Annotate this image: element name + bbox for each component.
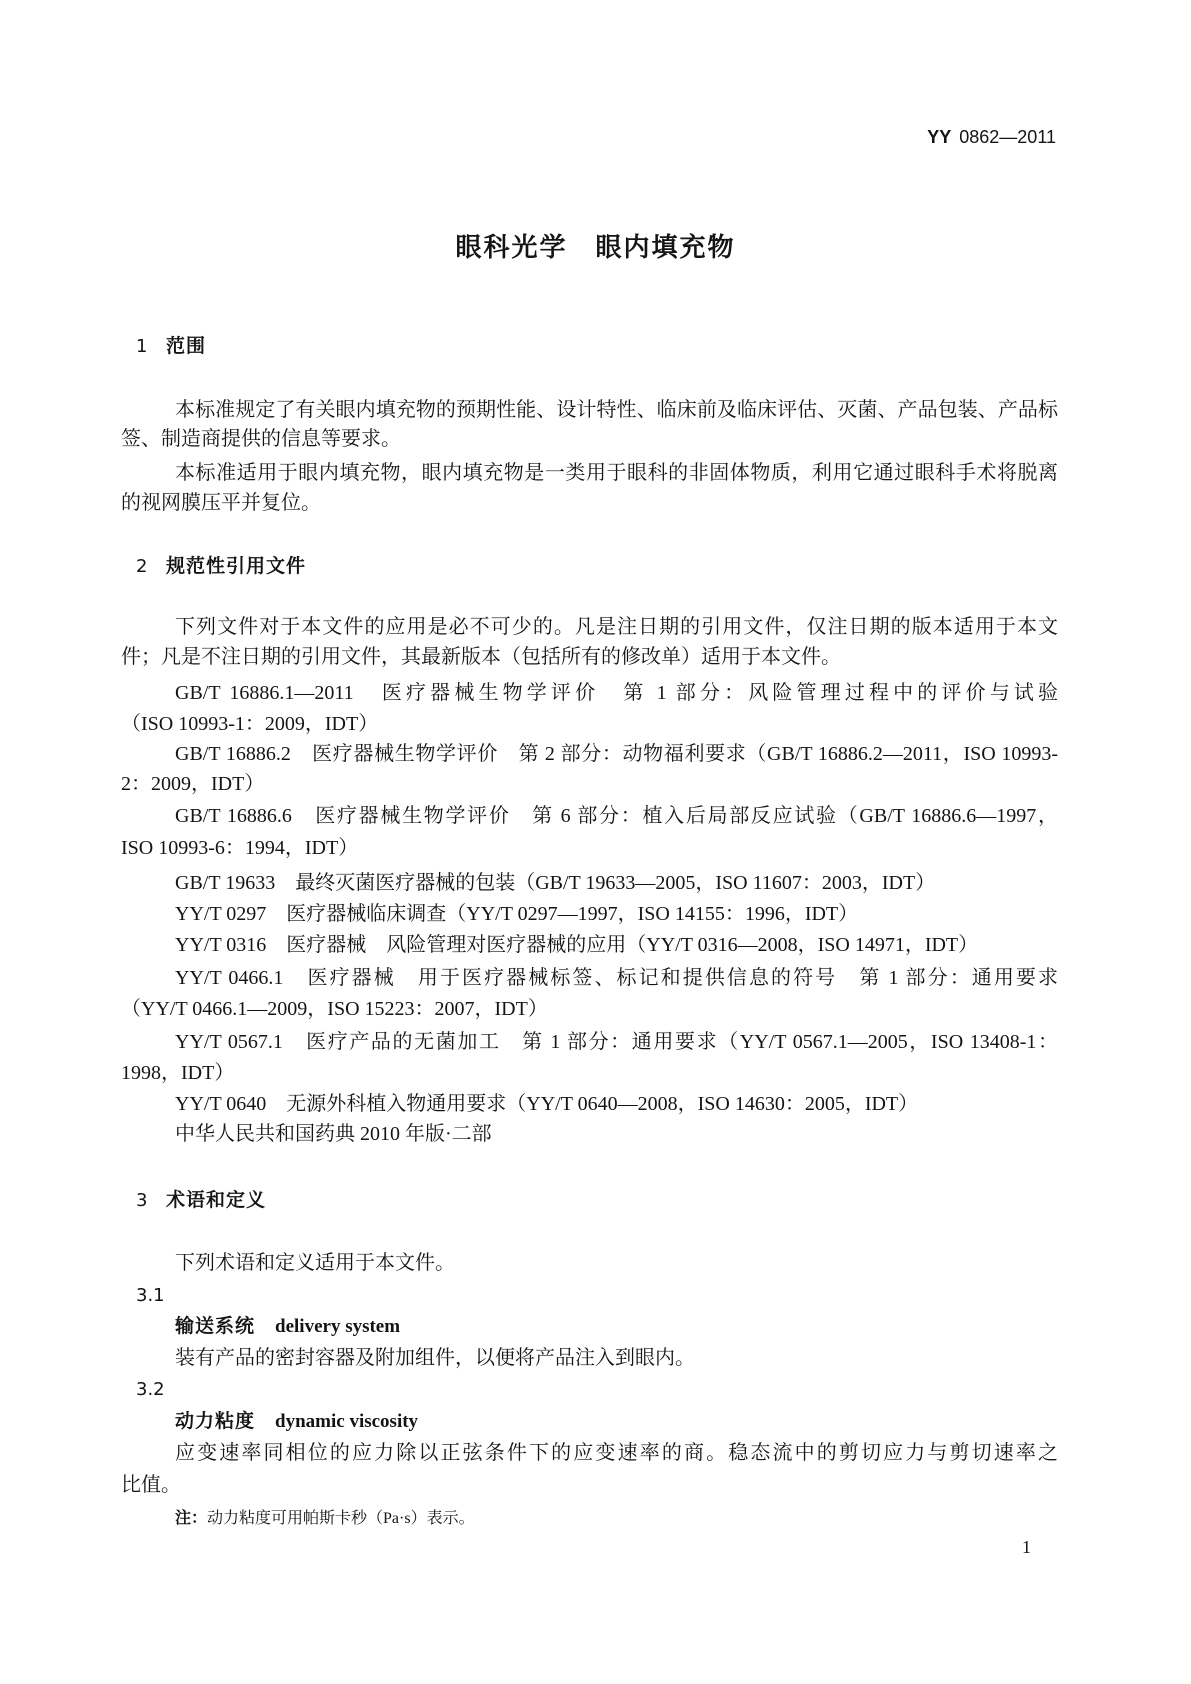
- standard-code-number: 0862—2011: [959, 127, 1056, 147]
- paragraph-line: 本标准规定了有关眼内填充物的预期性能、设计特性、临床前及临床评估、灭菌、产品包装、产品标: [175, 399, 1058, 421]
- reference-line: （YY/T 0466.1—2009，ISO 15223：2007，IDT）: [121, 998, 548, 1020]
- note-label: 注：: [175, 1508, 208, 1527]
- term-number: 3.2: [136, 1379, 165, 1400]
- section-heading: 术语和定义: [166, 1189, 267, 1211]
- paragraph-line: 本标准适用于眼内填充物，眼内填充物是一类用于眼科的非固体物质，利用它通过眼科手术将脱离: [175, 462, 1058, 484]
- definition-line: 装有产品的密封容器及附加组件，以便将产品注入到眼内。: [175, 1347, 695, 1369]
- standard-code: [927, 125, 1056, 149]
- paragraph-line: 的视网膜压平并复位。: [121, 492, 321, 514]
- term-number: 3.1: [136, 1285, 165, 1306]
- paragraph-line: 件；凡是不注日期的引用文件，其最新版本（包括所有的修改单）适用于本文件。: [121, 646, 841, 668]
- reference-line: GB/T 16886.1—2011 医疗器械生物学评价 第 1 部分：风险管理过程中的评价与试验: [175, 682, 1058, 704]
- reference-line: ISO 10993-6：1994，IDT）: [121, 837, 359, 859]
- section-heading: 范围: [166, 335, 207, 357]
- paragraph-line: 签、制造商提供的信息等要求。: [121, 428, 401, 450]
- reference-line: YY/T 0316 医疗器械 风险管理对医疗器械的应用（YY/T 0316—2008，ISO 14971，IDT）: [175, 934, 979, 956]
- term-english: delivery system: [275, 1316, 401, 1337]
- reference-line: GB/T 19633 最终灭菌医疗器械的包装（GB/T 19633—2005，ISO 11607：2003，IDT）: [175, 872, 936, 894]
- paragraph-line: 下列文件对于本文件的应用是必不可少的。凡是注日期的引用文件，仅注日期的版本适用于本文: [175, 616, 1058, 638]
- paragraph-line: 下列术语和定义适用于本文件。: [175, 1252, 455, 1274]
- reference-line: （ISO 10993-1：2009，IDT）: [121, 713, 379, 735]
- term-chinese: 动力粘度: [175, 1410, 256, 1432]
- reference-line: 中华人民共和国药典 2010 年版·二部: [175, 1123, 492, 1145]
- reference-line: 1998，IDT）: [121, 1062, 235, 1084]
- section-number: 1: [136, 336, 148, 357]
- definition-line: 比值。: [121, 1474, 181, 1496]
- reference-line: 2：2009，IDT）: [121, 773, 265, 795]
- section-number: 2: [136, 556, 148, 577]
- reference-line: YY/T 0297 医疗器械临床调查（YY/T 0297—1997，ISO 14155：1996，IDT）: [175, 903, 859, 925]
- note: [175, 1506, 475, 1530]
- section-heading: 规范性引用文件: [166, 555, 307, 577]
- section-number: 3: [136, 1190, 148, 1211]
- reference-line: GB/T 16886.2 医疗器械生物学评价 第 2 部分：动物福利要求（GB/T 16886.2—2011，ISO 10993-: [175, 743, 1058, 765]
- term-line: [175, 1311, 1058, 1342]
- reference-line: YY/T 0640 无源外科植入物通用要求（YY/T 0640—2008，ISO 14630：2005，IDT）: [175, 1093, 919, 1115]
- reference-line: YY/T 0567.1 医疗产品的无菌加工 第 1 部分：通用要求（YY/T 0567.1—2005，ISO 13408-1：: [175, 1031, 1058, 1053]
- note-text: 动力粘度可用帕斯卡秒（Pa·s）表示。: [207, 1510, 475, 1527]
- term-line: [175, 1406, 1058, 1437]
- term-chinese: 输送系统: [175, 1315, 256, 1337]
- reference-line: GB/T 16886.6 医疗器械生物学评价 第 6 部分：植入后局部反应试验（GB/T 16886.6—1997，: [175, 805, 1058, 827]
- reference-line: YY/T 0466.1 医疗器械 用于医疗器械标签、标记和提供信息的符号 第 1 部分：通用要求: [175, 967, 1058, 989]
- standard-code-prefix: YY: [927, 127, 952, 147]
- definition-line: 应变速率同相位的应力除以正弦条件下的应变速率的商。稳态流中的剪切应力与剪切速率之: [175, 1442, 1058, 1464]
- document-title: 眼科光学 眼内填充物: [455, 233, 736, 263]
- page-number: 1: [1022, 1537, 1031, 1557]
- term-english: dynamic viscosity: [275, 1411, 419, 1432]
